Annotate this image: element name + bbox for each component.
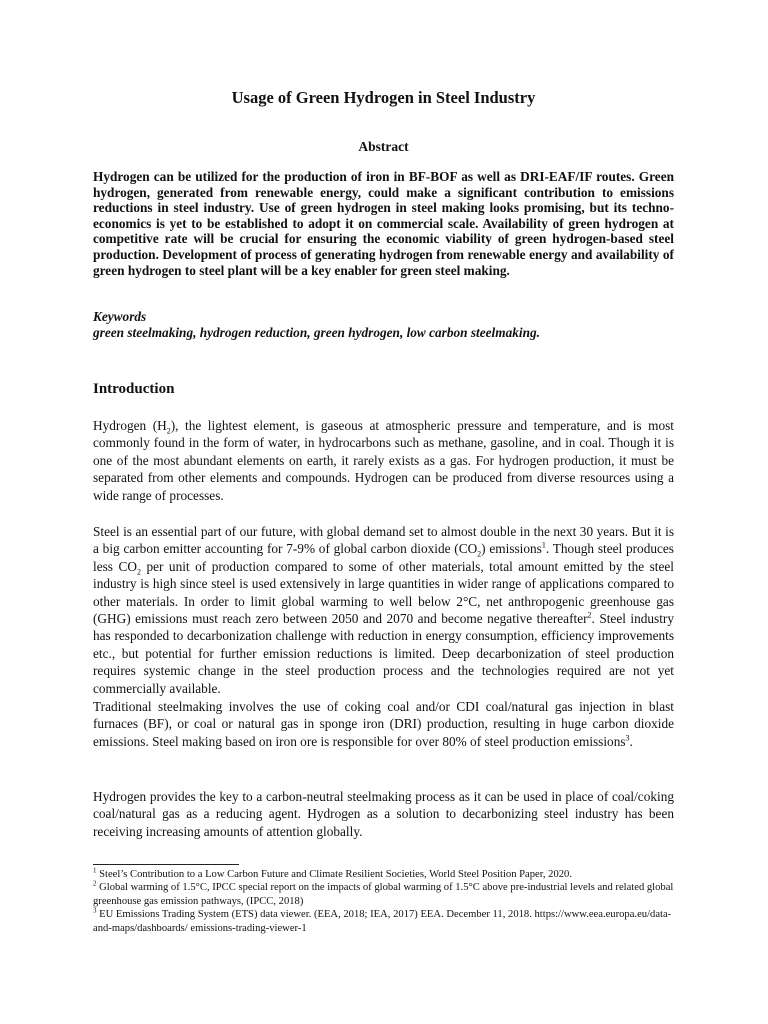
footnote-1: $^1$ Steel’s Contribution to a Low Carbon Future and Climate Resilient Societies, World Steel Position Paper, 2020. (93, 866, 572, 880)
subscript: 2 (166, 426, 171, 436)
intro-paragraph-2: Steel is an essential part of our future, with global demand set to almost double in the next 30 years. But it is a big carbon emitter accounting for 7-9% of global carbon dioxide $(CO_2)$ emissions$^1$. Though steel produces less $CO_2$ per unit of production compared to some of other materials, total amount emitted by the steel industry is high since steel is used extensively in large quantities in wider range of applications compared to other materials. In order to limit global warming to well below 2°C, net anthropogenic greenhouse gas (GHG) emissions must reach zero between 2050 and 2070 and become negative thereafter$^2$. Steel industry has responded to decarbonization challenge with reduction in energy consumption, efficiency improvements etc., but potential for further emission reductions is limited. Deep decarbonization of steel production requires systemic change in the steel production process and the technologies required are not yet commercially available. (93, 524, 674, 696)
subscript: 2 (136, 567, 141, 577)
abstract-heading: Abstract (358, 139, 409, 154)
footnote-ref-3[interactable]: 3 (625, 733, 630, 743)
footnote-divider (93, 864, 239, 865)
footnote-ref-1[interactable]: 1 (541, 540, 546, 550)
subscript: 2 (477, 550, 482, 560)
keywords-text: green steelmaking, hydrogen reduction, green hydrogen, low carbon steelmaking. (93, 325, 540, 340)
introduction-heading: Introduction (93, 381, 175, 397)
footnote-ref-2[interactable]: 2 (587, 610, 592, 620)
footnotes (93, 868, 674, 935)
intro-paragraph-4: Hydrogen provides the key to a carbon-neutral steelmaking process as it can be used in place of coal/coking coal/natural gas as a reducing agent. Hydrogen as a solution to decarbonizing steel industry has been receiving increasing amounts of attention globally. (93, 789, 674, 839)
paper-title: Usage of Green Hydrogen in Steel Industry (231, 88, 536, 107)
abstract-text: Hydrogen can be utilized for the production of iron in BF-BOF as well as DRI-EAF/IF routes. Green hydrogen, generated from renewable energy, could make a significant contribution to emissions reductions in steel industry. Use of green hydrogen in steel making looks promising, but its techno-economics is yet to be established to adopt it on commercial scale. Availability of green hydrogen at competitive rate will be crucial for ensuring the economic viability of green hydrogen-based steel production. Development of process of generating hydrogen from renewable energy and availability of green hydrogen to steel plant will be a key enabler for green steel making. (93, 169, 674, 278)
intro-paragraph-3: Traditional steelmaking involves the use of coking coal and/or CDI coal/natural gas injection in blast furnaces (BF), or coal or natural gas in sponge iron (DRI) production, resulting in huge carbon dioxide emissions. Steel making based on iron ore is responsible for over 80% of steel production emissions$^3$. (93, 699, 674, 749)
keywords-heading: Keywords (93, 309, 147, 324)
footnote-2: $^2$ Global warming of 1.5°C, IPCC special report on the impacts of global warming of 1.5°C above pre-industrial levels and related global greenhouse gas emission pathways, (IPCC, 2018) (93, 879, 674, 907)
footnote-3: $^3$ EU Emissions Trading System (ETS) data viewer. (EEA, 2018; IEA, 2017) EEA. December 11, 2018. https://www.eea.europa.eu/data-and-maps/dashboards/ emissions-trading-viewer-1 (93, 906, 672, 934)
intro-paragraph-1: Hydrogen $(H_2)$, the lightest element, is gaseous at atmospheric pressure and temperature, and is most commonly found in the form of water, in hydrocarbons such as methane, gasoline, and in coal. Though it is one of the most abundant elements on earth, it rarely exists as a gas. For hydrogen production, it must be separated from other elements and compounds. Hydrogen can be produced from diverse resources using a wide range of processes. (93, 418, 675, 503)
